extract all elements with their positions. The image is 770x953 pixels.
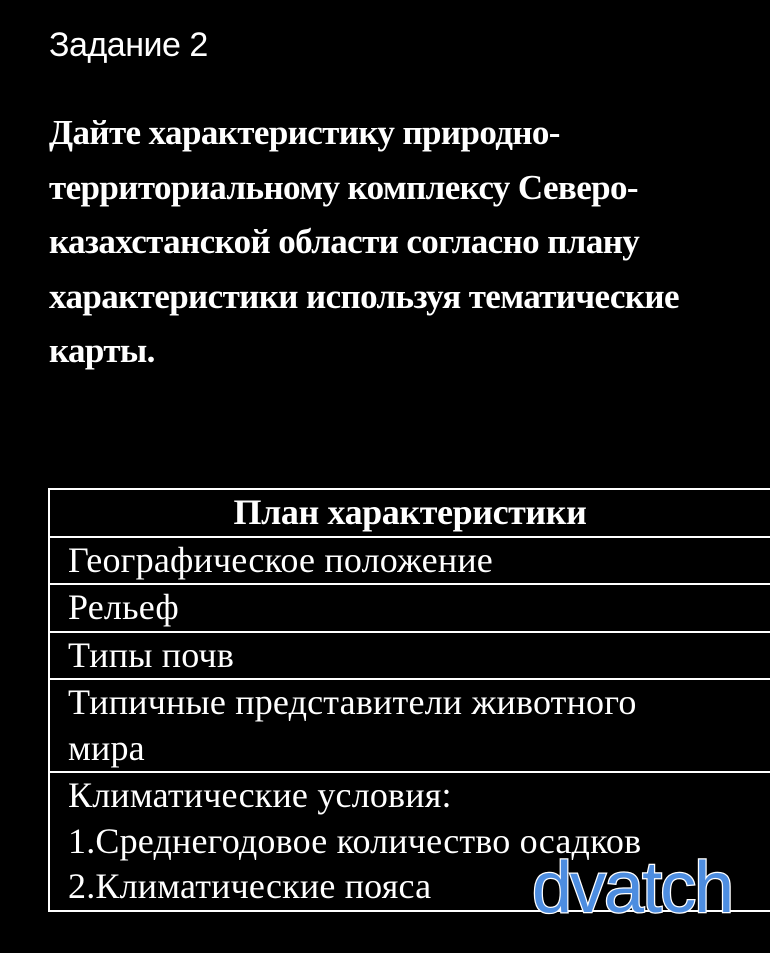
cell-line: Климатические условия: [68,775,452,815]
table-cell-geographic-position [49,537,770,585]
cell-line: 2.Климатические пояса [68,866,432,906]
table-row [49,584,770,632]
task-instructions [49,106,759,379]
task-text-line: характеристики используя тематические [49,276,679,316]
table-row [49,679,770,772]
table-cell-soil-types [49,632,770,680]
cell-line: 1.Среднегодовое количество осадков [68,820,642,861]
cell-line: Типичные представители животного [68,682,637,722]
cell-line: Географическое положение [68,539,493,580]
watermark: dvatch [532,848,733,928]
task-text-line: территориальному комплексу Северо- [49,167,638,207]
table-header-row [49,489,770,537]
task-title: Задание 2 [49,26,208,64]
cell-line: Типы почв [68,634,235,675]
table-row [49,632,770,680]
table-cell-fauna [49,679,770,772]
cell-line: мира [68,727,145,768]
table-row [49,537,770,585]
table-header: План характеристики [49,489,770,537]
task-text-line: карты. [49,331,155,370]
table-cell-relief [49,584,770,632]
task-text-line: казахстанской области согласно плану [49,222,640,261]
task-text-line: Дайте характеристику природно- [49,113,560,152]
cell-line: Рельеф [68,587,179,627]
